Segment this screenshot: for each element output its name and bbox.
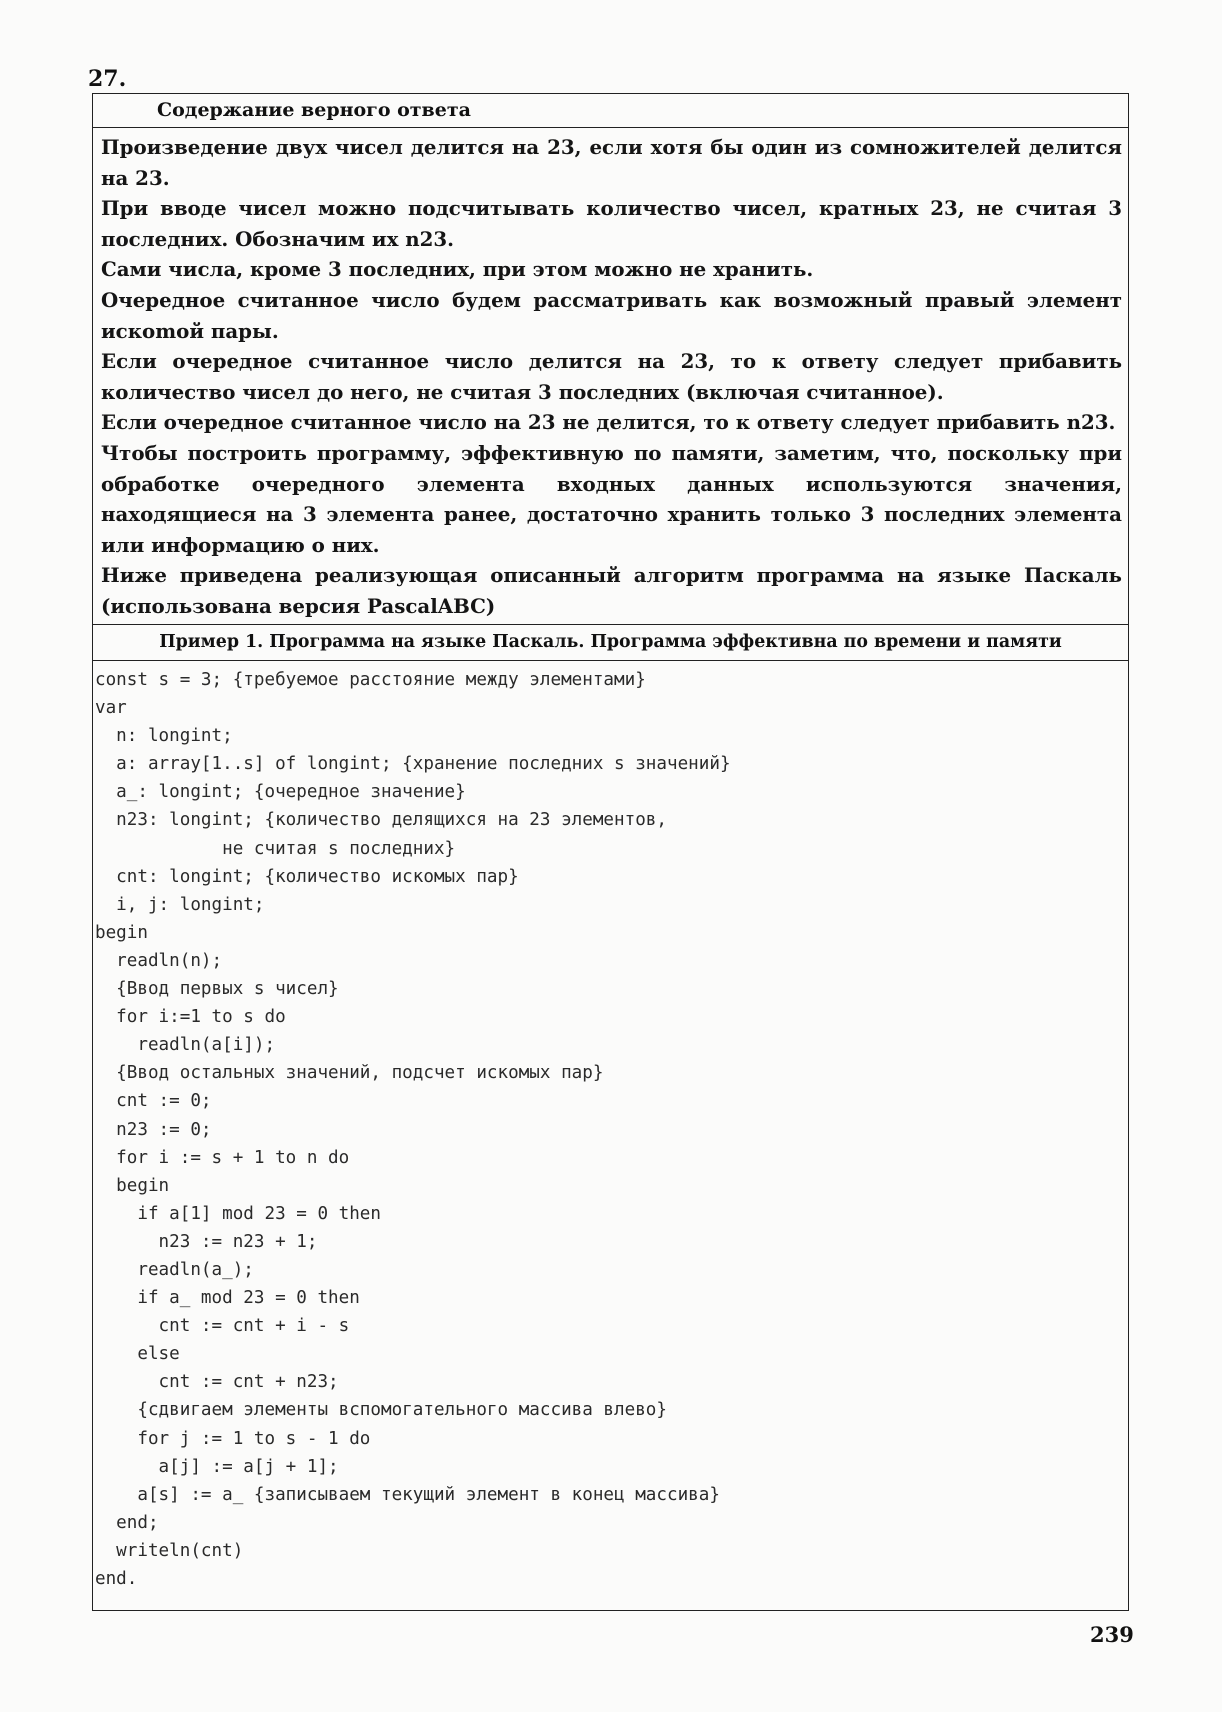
code-listing	[93, 661, 1128, 1593]
code-line: else	[95, 1344, 180, 1365]
answer-paragraph: Ниже приведена реализующая описанный алгоритм программа на языке Паскаль (использована версия PascalABC)	[101, 563, 1122, 618]
answer-paragraph: Чтобы построить программу, эффективную по памяти, заметим, что, поскольку при обработке очередного элемента входных данных используются значения, находящиеся на 3 элемента ранее, достаточно хранить только 3 последних элемента или информацию о них.	[101, 440, 1122, 557]
code-line: a: array[1..s] of longint; {хранение последних s значений}	[95, 754, 731, 775]
code-line: var	[95, 698, 127, 719]
section-header: Содержание верного ответа	[93, 94, 1128, 128]
code-line: n23: longint; {количество делящихся на 23 элементов,	[95, 810, 667, 831]
code-line: a[s] := a_ {записываем текущий элемент в конец массива}	[95, 1484, 720, 1505]
task-number: 27.	[88, 66, 127, 92]
code-line: {Ввод остальных значений, подсчет искомых пар}	[95, 1063, 604, 1084]
code-line: writeln(cnt)	[95, 1540, 244, 1561]
code-line: const s = 3; {требуемое расстояние между элементами}	[95, 670, 646, 690]
code-line: for i:=1 to s do	[95, 1007, 286, 1028]
code-line: cnt := cnt + i - s	[95, 1316, 350, 1337]
answer-paragraph: При вводе чисел можно подсчитывать количество чисел, кратных 23, не считая 3 последних. Обозначим их n23.	[101, 196, 1122, 251]
code-line: readln(a[i]);	[95, 1035, 276, 1056]
code-line: if a[1] mod 23 = 0 then	[95, 1203, 381, 1224]
code-line: cnt := cnt + n23;	[95, 1372, 339, 1393]
code-line: cnt: longint; {количество искомых пар}	[95, 866, 519, 887]
answer-paragraph: Если очередное считанное число на 23 не делится, то к ответу следует прибавить n23.	[101, 410, 1116, 435]
code-line: {Ввод первых s чисел}	[95, 979, 339, 1000]
page-number: 239	[1090, 1622, 1134, 1647]
answer-paragraph: Очередное считанное число будем рассматривать как возможный правый элемент искоmой пары.	[101, 287, 1122, 343]
answer-text	[93, 128, 1128, 625]
code-line: {сдвигаем элементы вспомогательного массива влево}	[95, 1400, 667, 1421]
code-line: a[j] := a[j + 1];	[95, 1456, 339, 1477]
code-line: n23 := 0;	[95, 1119, 212, 1140]
code-line: readln(a_);	[95, 1259, 254, 1280]
code-line: n23 := n23 + 1;	[95, 1231, 318, 1252]
code-line: a_: longint; {очередное значение}	[95, 782, 466, 803]
code-line: end.	[95, 1569, 138, 1589]
code-line: n: longint;	[95, 726, 233, 747]
code-line: i, j: longint;	[95, 894, 265, 915]
code-line: begin	[95, 1175, 170, 1196]
example-title: Пример 1. Программа на языке Паскаль. Программа эффективна по времени и памяти	[93, 625, 1128, 661]
code-line: if a_ mod 23 = 0 then	[95, 1288, 360, 1309]
code-line: end;	[95, 1512, 159, 1533]
code-line: не считая s последних}	[95, 838, 456, 859]
code-line: readln(n);	[95, 950, 223, 971]
answer-paragraph: Произведение двух чисел делится на 23, если хотя бы один из сомножителей делится на 23.	[101, 135, 1122, 190]
answer-paragraph: Если очередное считанное число делится на 23, то к ответу следует прибавить количество чисел до него, не считая 3 последних (включая считанное).	[101, 349, 1122, 404]
answer-paragraph: Сами числа, кроме 3 последних, при этом можно не хранить.	[101, 257, 814, 282]
answer-frame	[92, 93, 1129, 1611]
code-line: for j := 1 to s - 1 do	[95, 1428, 371, 1449]
code-line: cnt := 0;	[95, 1091, 212, 1112]
code-line: begin	[95, 922, 148, 943]
code-line: for i := s + 1 to n do	[95, 1147, 350, 1168]
